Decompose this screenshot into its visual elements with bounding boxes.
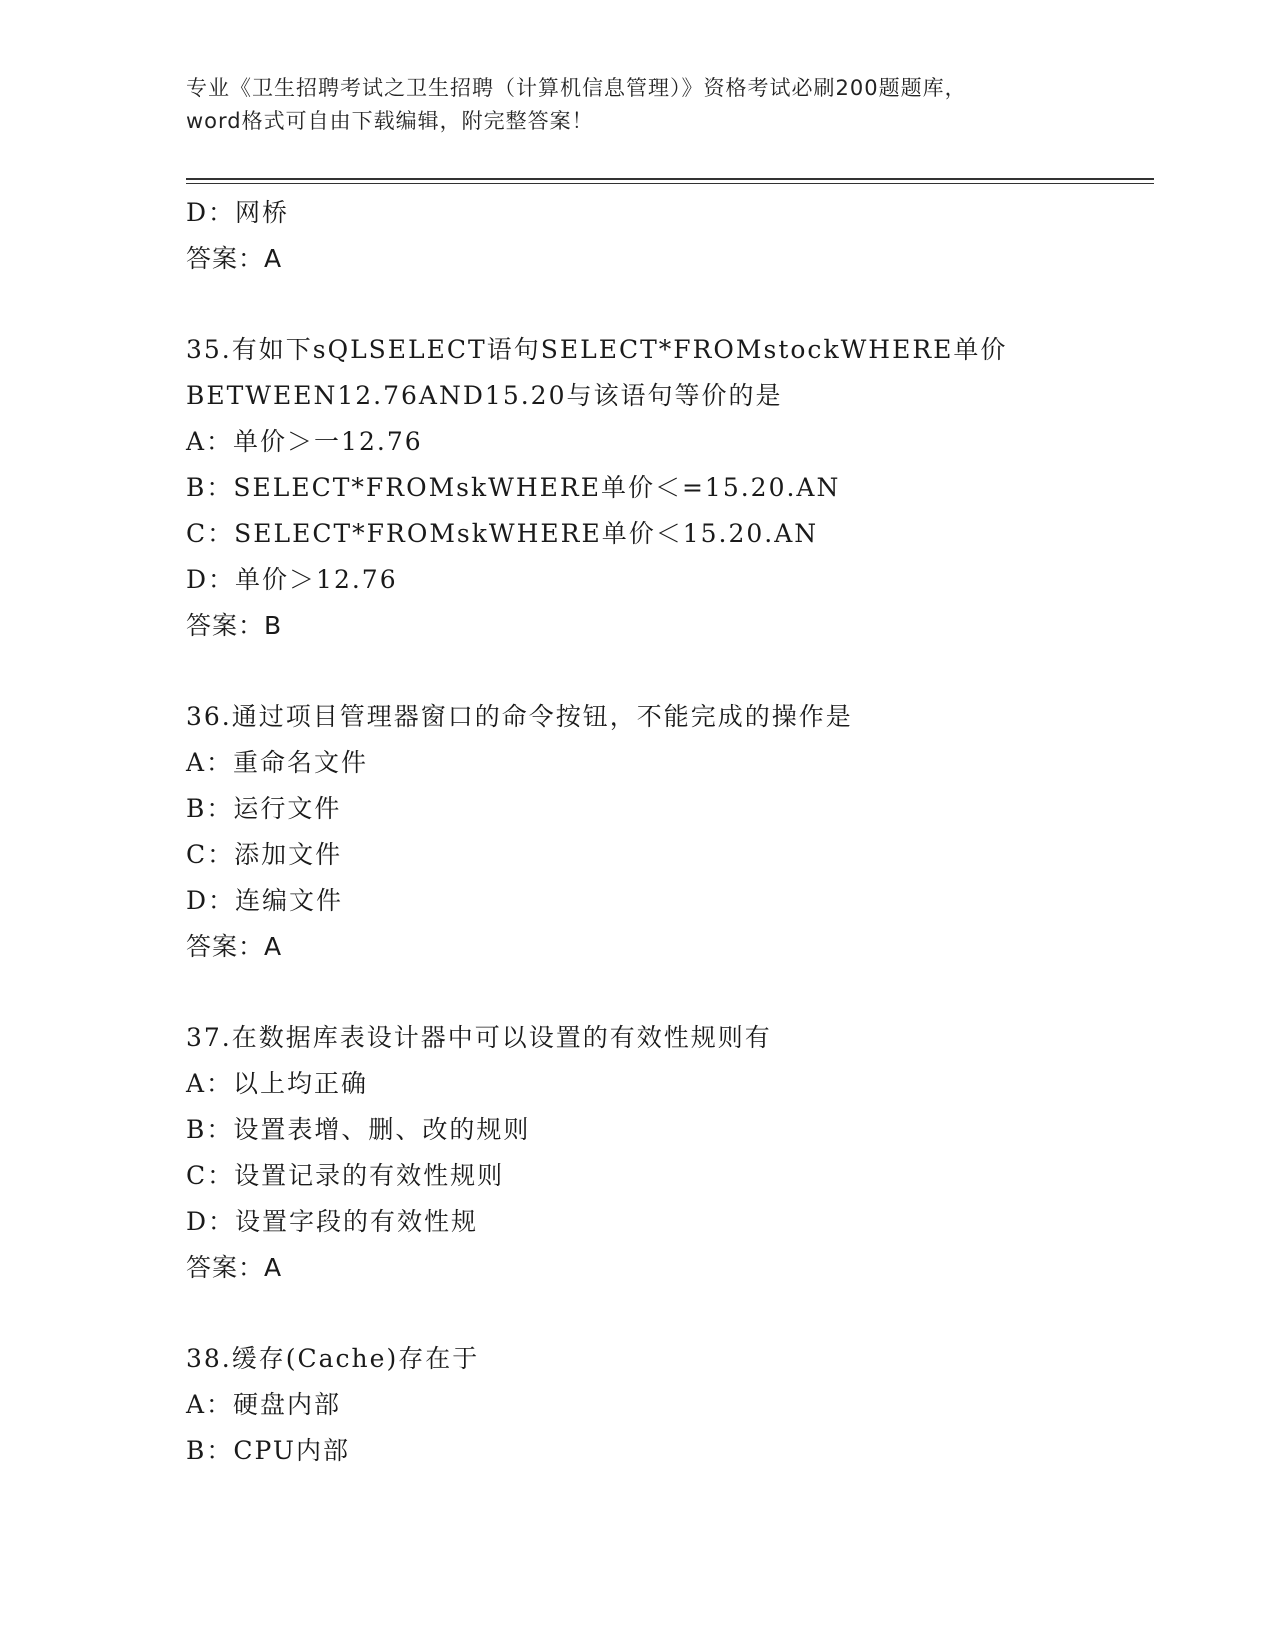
question-stem: BETWEEN12.76AND15.20与该语句等价的是: [186, 381, 783, 410]
header-line-1: 专业《卫生招聘考试之卫生招聘（计算机信息管理）》资格考试必刷200题题库，: [186, 76, 967, 100]
option-d: D：连编文件: [186, 886, 344, 915]
question-36: [186, 694, 1146, 970]
option-b: B：SELECT*FROMskWHERE单价＜=15.20.AN: [186, 473, 841, 502]
question-37: [186, 1015, 1146, 1291]
question-35: [186, 327, 1146, 649]
option-d: D：设置字段的有效性规: [186, 1207, 479, 1236]
question-38: [186, 1336, 1146, 1474]
question-stem: 36.通过项目管理器窗口的命令按钮，不能完成的操作是: [186, 702, 853, 731]
option-a: A：单价＞一12.76: [186, 427, 423, 456]
option-c: C：设置记录的有效性规则: [186, 1161, 505, 1190]
question-stem: 35.有如下sQLSELECT语句SELECT*FROMstockWHERE单价: [186, 335, 1008, 364]
question-stem: 38.缓存(Cache)存在于: [186, 1344, 480, 1373]
answer-line: 答案：A: [186, 932, 283, 961]
option-a: A：以上均正确: [186, 1069, 369, 1098]
option-c: C：SELECT*FROMskWHERE单价＜15.20.AN: [186, 519, 819, 548]
option-b: B：运行文件: [186, 794, 342, 823]
answer-line: 答案：B: [186, 611, 283, 640]
option-b: B：CPU内部: [186, 1436, 350, 1465]
header-divider-bottom: [186, 183, 1154, 184]
question-list: [186, 190, 1146, 1474]
option-d: D：网桥: [186, 198, 290, 227]
option-d: D：单价＞12.76: [186, 565, 398, 594]
header-line-2: word格式可自由下载编辑，附完整答案！: [186, 109, 594, 133]
page-header: [186, 72, 1086, 138]
answer-line: 答案：A: [186, 244, 283, 273]
question-stem: 37.在数据库表设计器中可以设置的有效性规则有: [186, 1023, 772, 1052]
header-divider-top: [186, 178, 1154, 180]
option-a: A：硬盘内部: [186, 1390, 342, 1419]
option-c: C：添加文件: [186, 840, 343, 869]
answer-line: 答案：A: [186, 1253, 283, 1282]
option-b: B：设置表增、删、改的规则: [186, 1115, 531, 1144]
option-a: A：重命名文件: [186, 748, 369, 777]
